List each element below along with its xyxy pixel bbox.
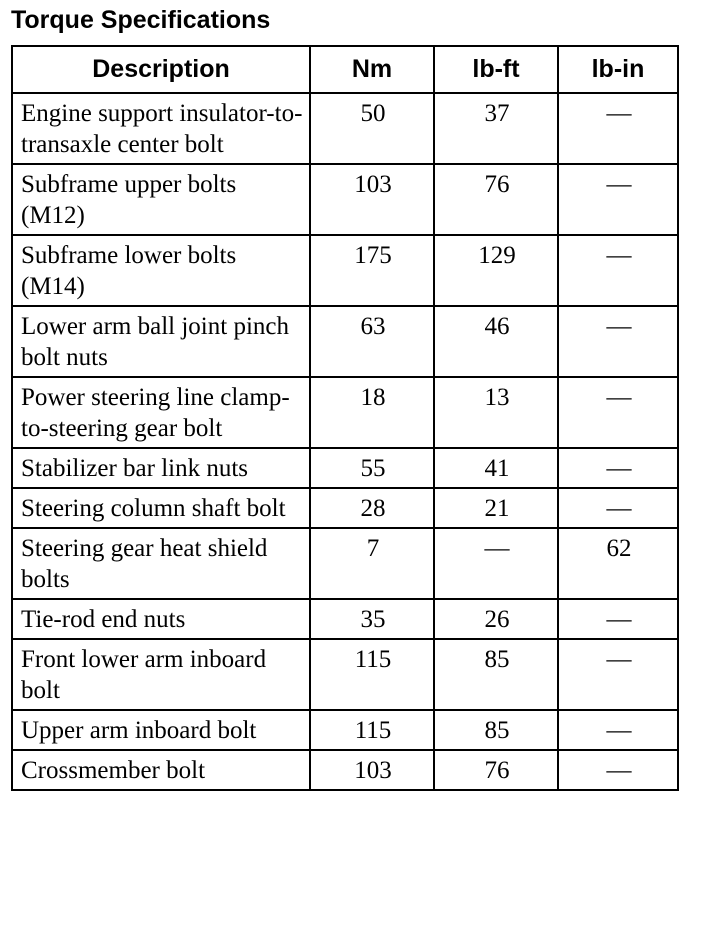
cell-lbin: —	[558, 750, 678, 790]
table-row	[12, 750, 678, 790]
cell-lbft: 37	[434, 93, 558, 164]
cell-lbft: 76	[434, 750, 558, 790]
cell-lbft: 46	[434, 306, 558, 377]
cell-lbin: —	[558, 448, 678, 488]
table-row	[12, 164, 678, 235]
cell-lbft: 85	[434, 639, 558, 710]
cell-lbft: —	[434, 528, 558, 599]
cell-nm: 55	[310, 448, 434, 488]
torque-table	[11, 45, 679, 791]
cell-lbin: —	[558, 93, 678, 164]
cell-lbft: 76	[434, 164, 558, 235]
cell-nm: 28	[310, 488, 434, 528]
cell-description: Engine support insulator-to-transaxle center bolt	[12, 93, 310, 164]
table-row	[12, 528, 678, 599]
cell-description: Crossmember bolt	[12, 750, 310, 790]
cell-nm: 7	[310, 528, 434, 599]
cell-lbft: 21	[434, 488, 558, 528]
cell-description: Steering gear heat shield bolts	[12, 528, 310, 599]
cell-lbft: 26	[434, 599, 558, 639]
header-nm: Nm	[310, 46, 434, 93]
header-lbin: lb-in	[558, 46, 678, 93]
cell-description: Lower arm ball joint pinch bolt nuts	[12, 306, 310, 377]
cell-lbin: —	[558, 488, 678, 528]
cell-lbin: —	[558, 710, 678, 750]
cell-nm: 103	[310, 164, 434, 235]
cell-lbin: —	[558, 639, 678, 710]
header-row	[12, 46, 678, 93]
cell-description: Steering column shaft bolt	[12, 488, 310, 528]
cell-lbft: 41	[434, 448, 558, 488]
cell-nm: 18	[310, 377, 434, 448]
cell-lbin: —	[558, 235, 678, 306]
table-row	[12, 639, 678, 710]
table-row	[12, 448, 678, 488]
cell-description: Upper arm inboard bolt	[12, 710, 310, 750]
cell-description: Stabilizer bar link nuts	[12, 448, 310, 488]
table-row	[12, 93, 678, 164]
cell-lbin: 62	[558, 528, 678, 599]
cell-nm: 115	[310, 639, 434, 710]
table-row	[12, 710, 678, 750]
cell-description: Power steering line clamp-to-steering gear bolt	[12, 377, 310, 448]
table-row	[12, 306, 678, 377]
cell-lbft: 85	[434, 710, 558, 750]
cell-lbin: —	[558, 377, 678, 448]
table-row	[12, 235, 678, 306]
cell-lbin: —	[558, 306, 678, 377]
cell-description: Tie-rod end nuts	[12, 599, 310, 639]
table-row	[12, 599, 678, 639]
table-row	[12, 488, 678, 528]
cell-nm: 103	[310, 750, 434, 790]
header-lbft: lb-ft	[434, 46, 558, 93]
page-title: Torque Specifications	[11, 6, 271, 34]
table-body	[12, 93, 678, 790]
table-row	[12, 377, 678, 448]
cell-lbft: 13	[434, 377, 558, 448]
cell-description: Subframe lower bolts (M14)	[12, 235, 310, 306]
cell-nm: 50	[310, 93, 434, 164]
cell-lbft: 129	[434, 235, 558, 306]
cell-nm: 115	[310, 710, 434, 750]
cell-nm: 175	[310, 235, 434, 306]
header-description: Description	[12, 46, 310, 93]
cell-nm: 63	[310, 306, 434, 377]
cell-lbin: —	[558, 599, 678, 639]
cell-nm: 35	[310, 599, 434, 639]
cell-lbin: —	[558, 164, 678, 235]
cell-description: Front lower arm inboard bolt	[12, 639, 310, 710]
cell-description: Subframe upper bolts (M12)	[12, 164, 310, 235]
